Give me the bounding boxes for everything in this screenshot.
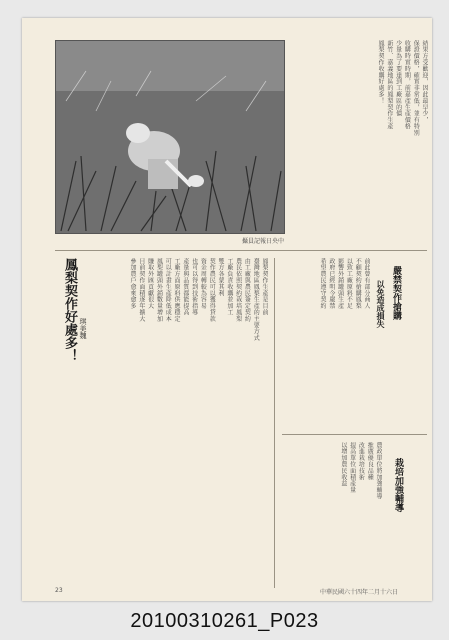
article1-intro-col-5: 新竹、嘉義地區的鳳梨契作生產 (385, 40, 393, 130)
article1-body-col-9: 也可以得到技術指導 (190, 258, 198, 316)
article1-title: 鳳梨契作好處多！ (62, 258, 77, 362)
article2-body-text (282, 258, 370, 428)
file-label: 20100310261_P023 (130, 610, 319, 632)
article2-body-col-5: 政府已經明令嚴禁 (327, 258, 335, 310)
article3-body-text (282, 442, 382, 588)
photo-caption: 攝員記報日央中 (241, 238, 284, 245)
article1-intro-col-3: 收購時實時期，前嘉產生產價格 (403, 40, 411, 130)
pineapple-field-photo (55, 40, 285, 234)
horizontal-rule (55, 250, 427, 251)
article2-body-col-4: 影響外銷罐頭生產 (336, 258, 344, 310)
article2-body-col-3: 以致工廠原料不足 (345, 258, 353, 310)
article3-body-col-4: 提高單位面積產量 (348, 442, 356, 494)
article1-body-col-10: 產量與品質都能提高 (181, 258, 189, 316)
article3-title: 栽培加強輔導 (393, 458, 403, 512)
article1-intro-col-2: 保證價格，確實非常低，並有特別 (412, 40, 420, 136)
article1-body-col-15: 目前契作面積逐年擴大 (137, 258, 145, 322)
article1-body-col-8: 資金周轉較為容易 (199, 258, 207, 310)
article2-body-col-2: 不顧契約搶購鳳梨 (354, 258, 362, 310)
article1-body-col-2: 臺灣地區鳳梨生產的主要方式 (252, 258, 260, 342)
vertical-rule (274, 258, 275, 588)
article2-body-col-6: 希望農民遵守契約 (319, 258, 327, 310)
article1-intro-col-6: 鳳梨契作收購好處多！ (377, 40, 385, 104)
article2-subtitle: 以免造成損失 (376, 280, 386, 328)
article1-intro-col-1: 結果方受歡迎，因此最早少， (421, 40, 428, 124)
page-number: 23 (55, 587, 63, 594)
article3-body-col-1: 農政單位將加強輔導 (375, 442, 382, 500)
article1-body-col-7: 契作農民可以獲得貸款 (208, 258, 216, 322)
article1-body-col-1: 鳳梨契作生產是目前 (261, 258, 268, 316)
article1-body-col-13: 鳳梨罐頭外銷數量增加 (155, 258, 163, 322)
article1-byline: 琪美魏 (79, 318, 87, 339)
article1-body-text (98, 258, 268, 588)
horizontal-rule-2 (282, 434, 427, 435)
article2-title: 嚴禁契作搶購 (391, 266, 401, 320)
article1-body-col-11: 工廠方面原料供應穩定 (173, 258, 181, 322)
article2-body-col-1: 前此曾有部分商人 (363, 258, 370, 310)
article1-body-col-6: 雙方各蒙其利 (217, 258, 225, 297)
article1-body-col-3: 由工廠與農民簽定契約 (243, 258, 251, 322)
newspaper-page (22, 18, 432, 601)
article1-body-col-4: 農民依照契約栽培鳳梨 (234, 258, 242, 322)
article1-body-col-5: 工廠負責收購並加工 (225, 258, 233, 316)
article1-body-col-12: 可以計畫生產降低成本 (164, 258, 172, 322)
article3-body-col-3: 改進栽培技術 (357, 442, 365, 481)
article1-body-col-16: 參加農戶愈來愈多 (129, 258, 137, 310)
publication-date: 中華民國六十四年二月十六日 (320, 589, 399, 596)
article1-body-col-14: 賺取外匯貢獻很大 (146, 258, 154, 310)
article1-intro-col-4: 少量為了要達到工廠區的價 (394, 40, 402, 117)
article1-intro-text (290, 40, 428, 246)
photo-image (56, 41, 284, 233)
article3-body-col-5: 以增加農民收益 (339, 442, 347, 487)
article3-body-col-2: 推廣優良品種 (366, 442, 374, 481)
